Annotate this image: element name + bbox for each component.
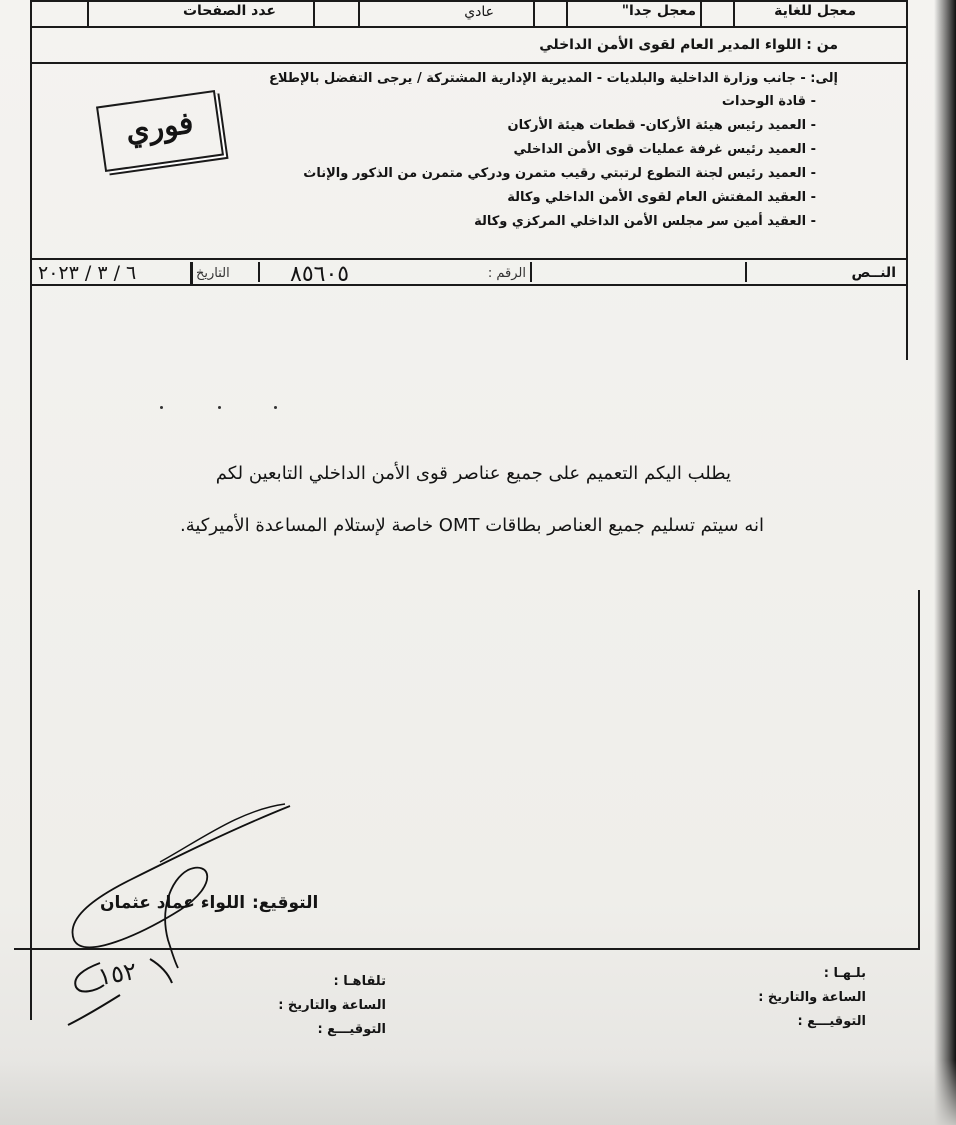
speck <box>274 406 277 409</box>
frame-right-border-lower <box>918 590 920 950</box>
recipient-line: - قادة الوحدات <box>721 94 816 109</box>
from-line: من : اللواء المدير العام لقوى الأمن الداخلي <box>539 37 838 53</box>
document-date: ٦ / ٣ / ٢٠٢٣ <box>38 262 137 284</box>
ref-row-sep <box>530 262 532 282</box>
footer-right-line1: بلـهـا : <box>823 966 866 981</box>
page-edge-shadow <box>934 0 956 1125</box>
signature-name: اللواء عماد عثمان <box>100 893 246 913</box>
footer-right-line3: التوقيـــع : <box>797 1014 866 1029</box>
ref-row-bottom-border <box>30 284 908 286</box>
reference-number: ٨٥٦٠٥ <box>290 262 350 287</box>
speck <box>218 406 221 409</box>
text-label: النــص <box>851 265 896 281</box>
header-col-sep <box>533 0 535 27</box>
ref-row-sep <box>745 262 747 282</box>
handwritten-initials <box>60 955 180 1030</box>
signature-label: التوقيع: <box>252 893 319 913</box>
scan-bottom-texture <box>0 1060 956 1125</box>
footer-middle-line1: تلقاهـا : <box>333 974 386 989</box>
footer-middle-line2: الساعة والتاريخ : <box>278 998 386 1013</box>
priority-highest: معجل للغاية <box>774 3 856 19</box>
body-line-2: انه سيتم تسليم جميع العناصر بطاقات OMT خاصة لإستلام المساعدة الأميركية. <box>180 515 764 536</box>
frame-left-border <box>30 0 32 1020</box>
header-top-border <box>30 0 908 2</box>
recipient-line: - العميد رئيس هيئة الأركان- قطعات هيئة الأركان <box>507 118 816 133</box>
ref-row-sep <box>190 262 193 284</box>
header-col-sep <box>700 0 702 27</box>
recipient-line: - العميد رئيس لجنة التطوع لرتبتي رقيب متمرن ودركي متمرن من الذكور والإناث <box>303 166 816 181</box>
urgent-stamp-text: فوري <box>123 105 196 150</box>
recipient-line: - العقيد أمين سر مجلس الأمن الداخلي المركزي وكالة <box>474 214 816 229</box>
header-col-sep <box>87 0 89 27</box>
recipient-line: - العميد رئيس غرفة عمليات قوى الأمن الداخلي <box>513 142 816 157</box>
ref-row-sep <box>258 262 260 282</box>
footer-right-line2: الساعة والتاريخ : <box>758 990 866 1005</box>
handwritten-signature <box>60 800 300 970</box>
header-col-sep <box>733 0 735 27</box>
footer-middle-line3: التوقيـــع : <box>317 1022 386 1037</box>
header-col-sep <box>313 0 315 27</box>
header-col-sep <box>566 0 568 27</box>
pages-count-label: عدد الصفحات <box>182 3 276 19</box>
number-label: الرقم : <box>487 266 526 281</box>
date-label: التاريخ <box>196 266 230 281</box>
from-row-border <box>30 62 908 64</box>
header-row-border <box>30 26 908 28</box>
ref-row-top-border <box>30 258 908 260</box>
header-col-sep <box>358 0 360 27</box>
scan-specks <box>160 406 290 412</box>
to-intro: إلى: - جانب وزارة الداخلية والبلديات - المديرية الإدارية المشتركة / يرجى التفضل بالإطلاع <box>269 71 838 86</box>
speck <box>160 406 163 409</box>
recipient-line: - العقيد المفتش العام لقوى الأمن الداخلي وكالة <box>507 190 816 205</box>
priority-very-urgent: معجل جدا" <box>621 3 696 19</box>
body-line-1: يطلب اليكم التعميم على جميع عناصر قوى الأمن الداخلي التابعين لكم <box>215 463 731 484</box>
handwritten-number: ١٥٢ <box>95 956 139 992</box>
frame-right-border <box>906 0 908 360</box>
priority-normal: عادي <box>464 4 494 20</box>
